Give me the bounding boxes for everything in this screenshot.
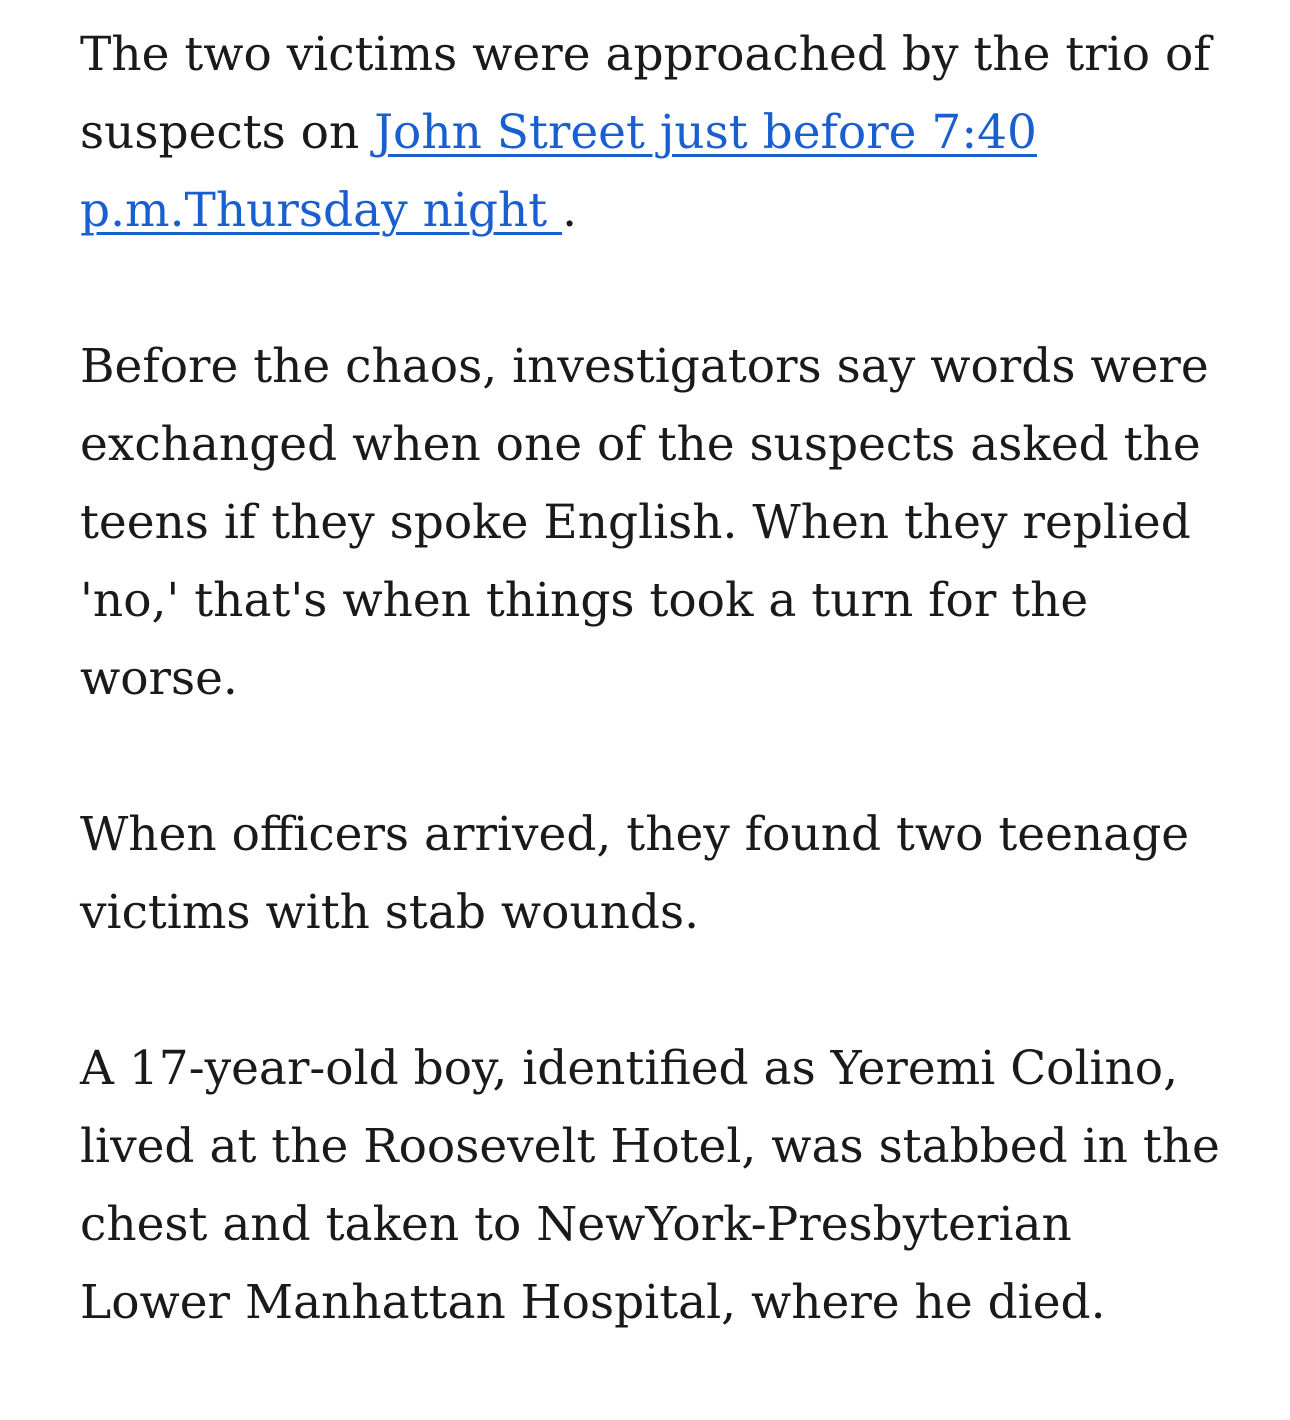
paragraph-victims-approached [80, 16, 1220, 250]
john-street-link[interactable]: John Street just before 7:40 p.m.Thursday night [80, 105, 1037, 238]
paragraph-text: . [562, 183, 578, 238]
paragraph-victim-identified: A 17-year-old boy, identified as Yeremi Colino, lived at the Roosevelt Hotel, was stabbed in the chest and taken to NewYork-Presbyterian Lower Manhattan Hospital, where he died. [80, 1041, 1220, 1330]
paragraph-text: The two victims were approached by the trio of suspects on [80, 27, 1211, 160]
article-body [80, 16, 1220, 1420]
paragraph-officers-arrived: When officers arrived, they found two teenage victims with stab wounds. [80, 807, 1190, 940]
paragraph-words-exchanged: Before the chaos, investigators say words were exchanged when one of the suspects asked the teens if they spoke English. When they replied 'no,' that's when things took a turn for the worse. [80, 339, 1209, 706]
